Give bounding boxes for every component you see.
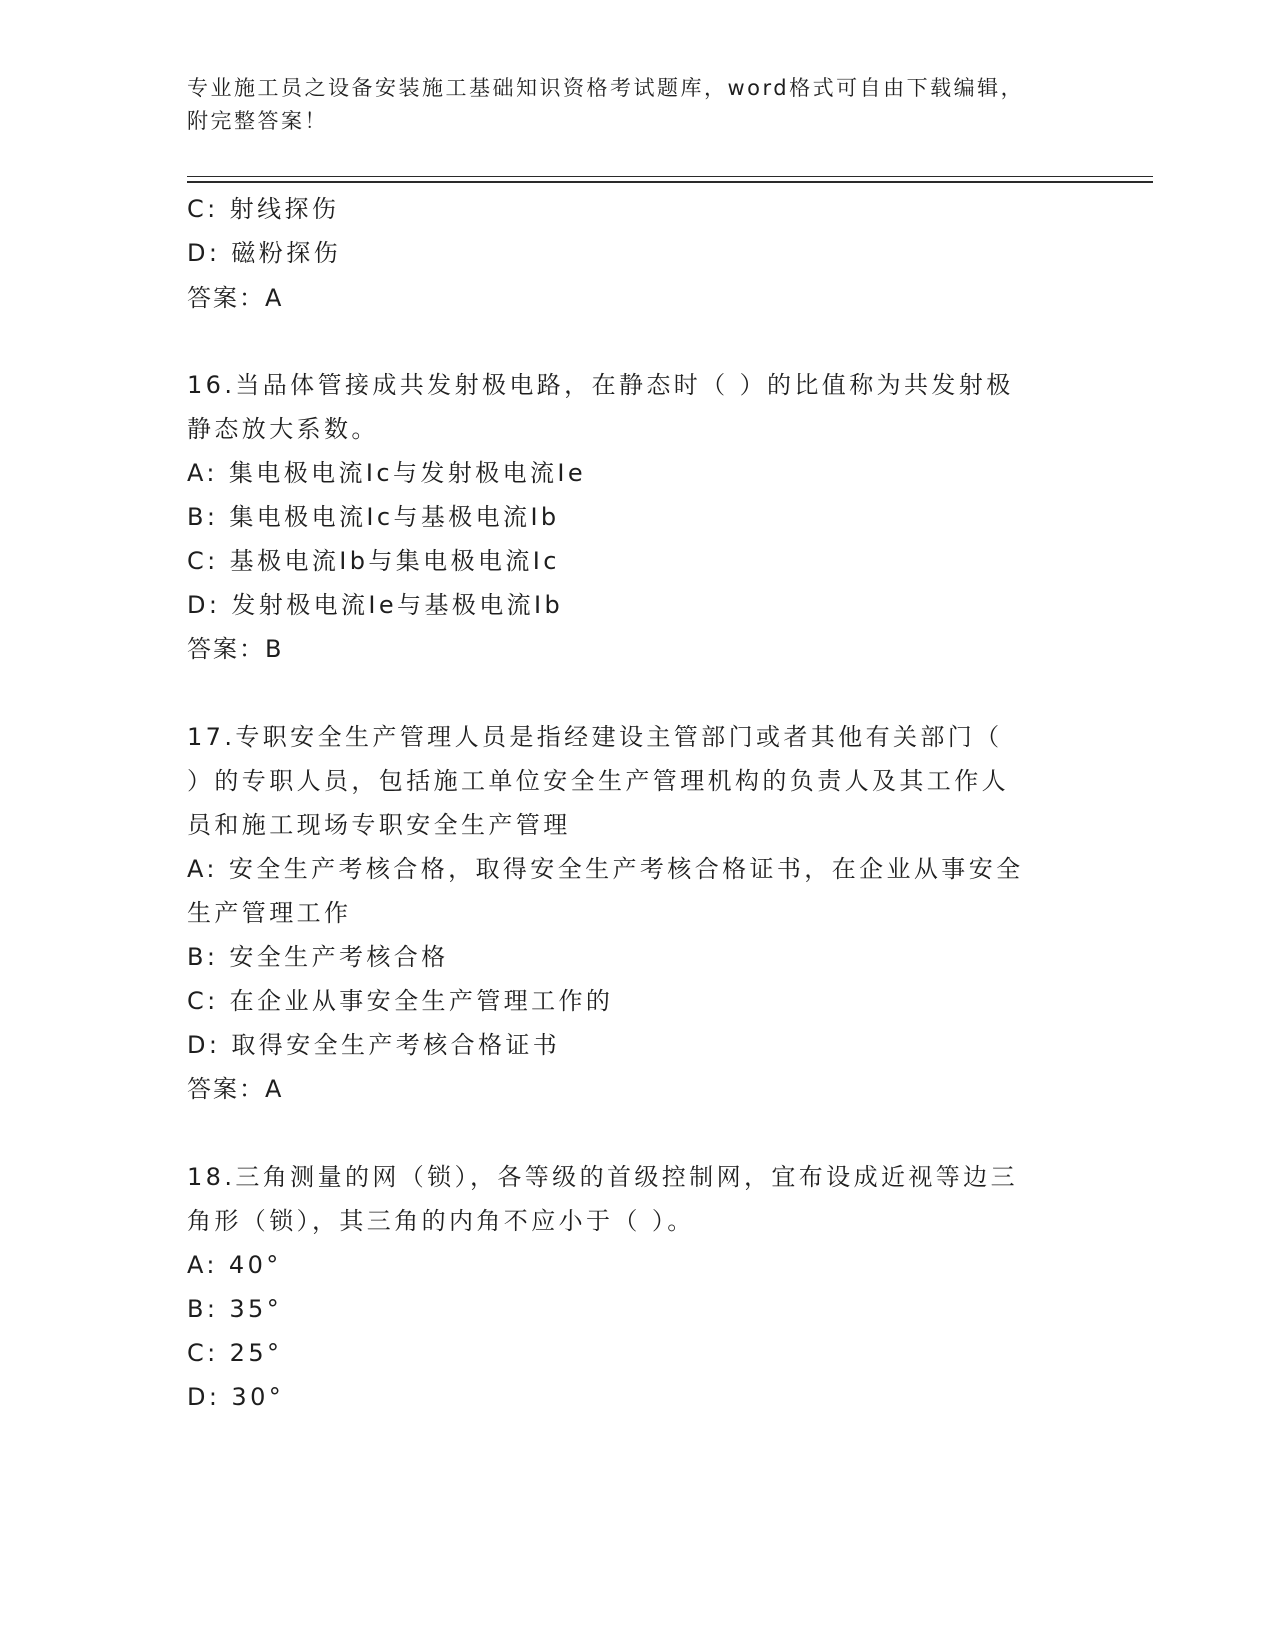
q15-option-d: D: 磁粉探伤 (187, 239, 341, 267)
header-divider-thick (187, 181, 1153, 183)
q16-option-c: C: 基极电流Ib与集电极电流Ic (187, 547, 560, 575)
q17-option-d: D: 取得安全生产考核合格证书 (187, 1031, 561, 1059)
q15-option-c: C: 射线探伤 (187, 195, 340, 223)
q16-option-b: B: 集电极电流Ic与基极电流Ib (187, 503, 560, 531)
q17-option-a-line-1: A: 安全生产考核合格，取得安全生产考核合格证书，在企业从事安全 (187, 855, 1024, 883)
q18-stem-line-2: 角形（锁），其三角的内角不应小于（ ）。 (187, 1207, 695, 1235)
q18-stem-line-1: 18.三角测量的网（锁），各等级的首级控制网，宜布设成近视等边三 (187, 1163, 1018, 1191)
header-divider-thin (187, 176, 1153, 177)
q17-stem-line-3: 员和施工现场专职安全生产管理 (187, 811, 571, 839)
q16-option-a: A: 集电极电流Ic与发射极电流Ie (187, 459, 587, 487)
q16-answer: 答案：B (187, 635, 284, 663)
q17-option-a-line-2: 生产管理工作 (187, 899, 352, 927)
q17-stem-line-1: 17.专职安全生产管理人员是指经建设主管部门或者其他有关部门（ (187, 723, 1003, 751)
q16-stem-line-1: 16.当品体管接成共发射极电路，在静态时（ ）的比值称为共发射极 (187, 371, 1014, 399)
q17-option-c: C: 在企业从事安全生产管理工作的 (187, 987, 614, 1015)
q18-option-c: C: 25° (187, 1339, 283, 1367)
q16-stem-line-2: 静态放大系数。 (187, 415, 379, 443)
q18-option-d: D: 30° (187, 1383, 285, 1411)
q17-stem-line-2: ）的专职人员，包括施工单位安全生产管理机构的负责人及其工作人 (187, 767, 1009, 795)
header-line-2: 附完整答案！ (187, 109, 328, 133)
q15-answer: 答案：A (187, 284, 284, 312)
header-line-1: 专业施工员之设备安装施工基础知识资格考试题库，word格式可自由下载编辑， (187, 76, 1025, 100)
document-header (187, 72, 1067, 138)
q18-option-b: B: 35° (187, 1295, 283, 1323)
q18-option-a: A: 40° (187, 1251, 282, 1279)
q17-answer: 答案：A (187, 1075, 284, 1103)
q17-option-b: B: 安全生产考核合格 (187, 943, 449, 971)
q16-option-d: D: 发射极电流Ie与基极电流Ib (187, 591, 564, 619)
